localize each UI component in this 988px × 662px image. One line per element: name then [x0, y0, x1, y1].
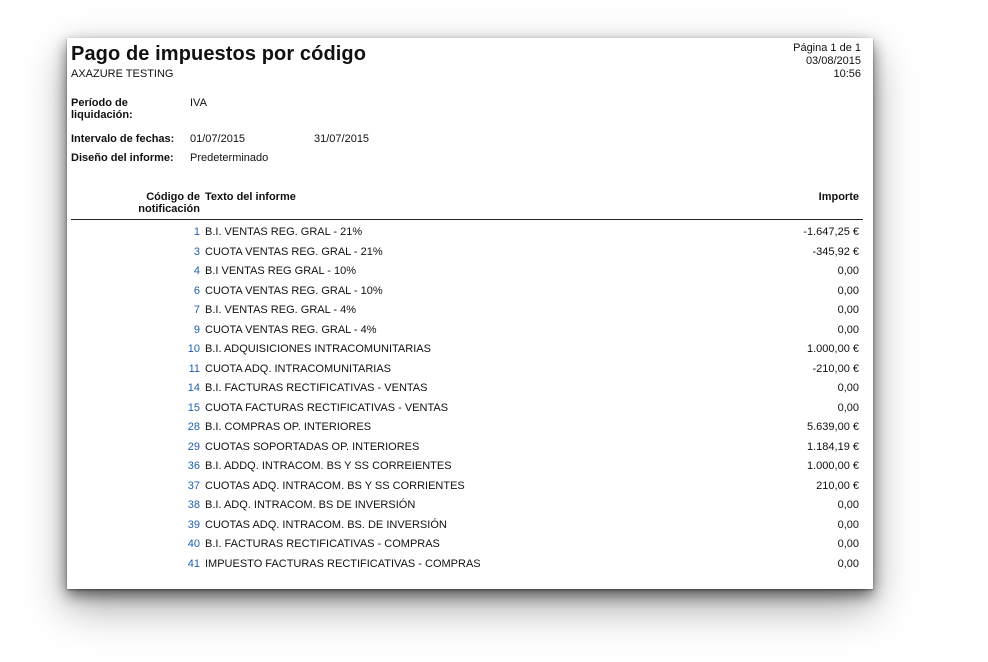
row-code: 11: [188, 362, 200, 375]
row-code: 37: [187, 479, 200, 492]
row-text: CUOTA ADQ. INTRACOMUNITARIAS: [205, 362, 391, 375]
report-date: 03/08/2015: [805, 55, 861, 67]
report-table-body: [67, 223, 873, 574]
table-row: [67, 321, 873, 341]
row-text: CUOTA VENTAS REG. GRAL - 21%: [205, 245, 383, 258]
design-value: Predeterminado: [190, 152, 269, 164]
row-amount: 1.184,19 €: [807, 440, 859, 453]
row-text: B.I VENTAS REG GRAL - 10%: [205, 265, 356, 277]
row-code: 7: [193, 304, 200, 316]
row-amount: 0,00: [837, 304, 859, 316]
table-row: [67, 223, 873, 243]
column-header-text: Texto del informe: [205, 191, 296, 203]
row-text: CUOTA VENTAS REG. GRAL - 10%: [205, 284, 383, 297]
report-page: [67, 38, 873, 589]
row-amount: -345,92 €: [812, 245, 859, 258]
row-code: 28: [187, 421, 200, 433]
row-code: 40: [187, 538, 200, 550]
row-amount: 1.000,00 €: [807, 343, 859, 355]
table-row: [67, 282, 873, 302]
header-divider: [71, 219, 863, 220]
table-row: [67, 496, 873, 516]
row-text: CUOTA FACTURAS RECTIFICATIVAS - VENTAS: [205, 401, 449, 414]
page-number: Página 1 de 1: [793, 42, 861, 54]
row-amount: 5.639,00 €: [807, 421, 859, 433]
design-label: Diseño del informe:: [71, 152, 174, 164]
row-text: B.I. COMPRAS OP. INTERIORES: [205, 421, 372, 433]
row-text: CUOTAS ADQ. INTRACOM. BS. DE INVERSIÓN: [205, 518, 447, 531]
row-amount: 0,00: [837, 401, 859, 414]
table-row: [67, 418, 873, 438]
row-text: B.I. ADQ. INTRACOM. BS DE INVERSIÓN: [205, 499, 416, 511]
row-code: 39: [187, 518, 200, 531]
row-amount: 0,00: [837, 265, 859, 277]
table-row: [67, 555, 873, 575]
row-code: 29: [187, 440, 200, 453]
table-row: [67, 399, 873, 419]
period-label: Período de liquidación:: [71, 97, 133, 121]
row-code: 1: [193, 226, 200, 238]
row-code: 38: [187, 499, 200, 511]
table-row: [67, 438, 873, 458]
date-range-label: Intervalo de fechas:: [71, 133, 175, 145]
row-text: B.I. FACTURAS RECTIFICATIVAS - COMPRAS: [205, 538, 440, 550]
period-value: IVA: [190, 97, 207, 109]
row-code: 41: [187, 557, 200, 570]
row-amount: 0,00: [837, 284, 859, 297]
row-text: CUOTAS ADQ. INTRACOM. BS Y SS CORRIENTES: [205, 479, 465, 492]
row-text: B.I. VENTAS REG. GRAL - 21%: [205, 226, 363, 238]
column-header-amount: Importe: [818, 191, 859, 203]
row-code: 4: [193, 265, 200, 277]
page-info: [793, 42, 861, 81]
table-row: [67, 477, 873, 497]
report-title: Pago de impuestos por código: [71, 43, 367, 65]
row-text: B.I. ADQUISICIONES INTRACOMUNITARIAS: [205, 343, 431, 355]
row-code: 6: [193, 284, 200, 297]
date-range-from: 01/07/2015: [190, 133, 246, 145]
row-amount: 1.000,00 €: [807, 460, 859, 472]
table-row: [67, 516, 873, 536]
row-text: IMPUESTO FACTURAS RECTIFICATIVAS - COMPRAS: [205, 557, 481, 570]
row-text: CUOTA VENTAS REG. GRAL - 4%: [205, 323, 377, 336]
table-row: [67, 340, 873, 360]
row-amount: 0,00: [837, 499, 859, 511]
row-amount: 0,00: [837, 323, 859, 336]
table-row: [67, 262, 873, 282]
row-amount: -210,00 €: [812, 362, 859, 375]
row-amount: -1.647,25 €: [803, 226, 859, 238]
table-row: [67, 243, 873, 263]
row-code: 9: [193, 323, 200, 336]
row-text: B.I. VENTAS REG. GRAL - 4%: [205, 304, 356, 316]
row-code: 15: [187, 401, 200, 414]
table-row: [67, 379, 873, 399]
row-amount: 210,00 €: [816, 479, 859, 492]
row-amount: 0,00: [837, 518, 859, 531]
row-code: 3: [193, 245, 200, 258]
row-code: 14: [187, 382, 200, 394]
row-text: B.I. FACTURAS RECTIFICATIVAS - VENTAS: [205, 382, 428, 394]
table-row: [67, 301, 873, 321]
date-range-to: 31/07/2015: [314, 133, 370, 145]
row-amount: 0,00: [837, 557, 859, 570]
row-text: B.I. ADDQ. INTRACOM. BS Y SS CORREIENTES: [205, 460, 452, 472]
table-row: [67, 535, 873, 555]
row-amount: 0,00: [837, 382, 859, 394]
row-code: 10: [187, 343, 200, 355]
row-code: 36: [187, 460, 200, 472]
table-row: [67, 457, 873, 477]
table-row: [67, 360, 873, 380]
report-time: 10:56: [833, 68, 861, 80]
column-header-code: Código de notificación: [138, 191, 200, 215]
row-text: CUOTAS SOPORTADAS OP. INTERIORES: [205, 440, 420, 453]
company-name: AXAZURE TESTING: [71, 68, 174, 80]
row-amount: 0,00: [837, 538, 859, 550]
